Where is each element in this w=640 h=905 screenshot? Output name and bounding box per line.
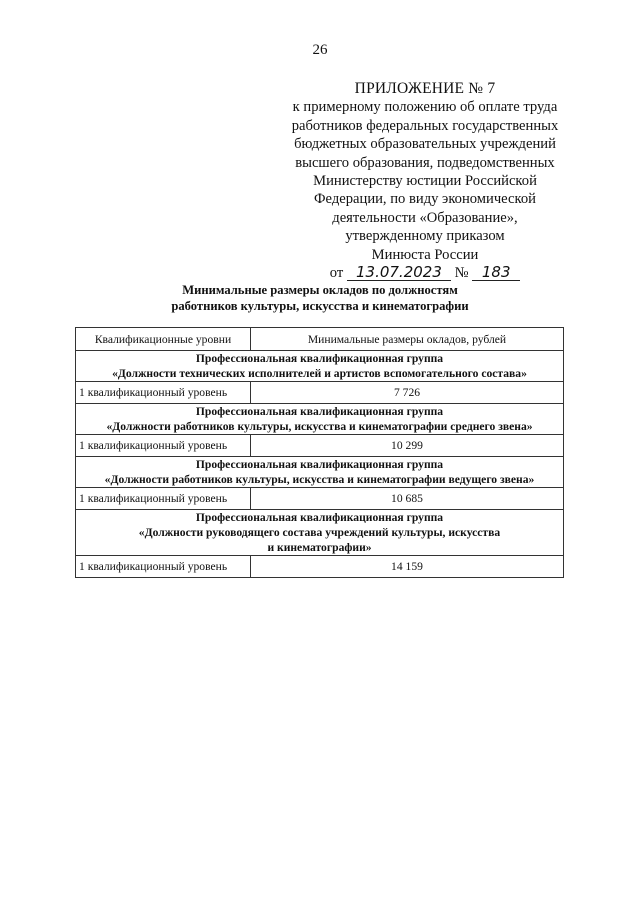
order-date: 13.07.2023 xyxy=(347,264,451,281)
salary-cell: 14 159 xyxy=(251,556,564,578)
table-row xyxy=(76,556,564,578)
group-row xyxy=(76,510,564,556)
group-title-line: «Должности руководящего состава учреждений культуры, искусства xyxy=(138,526,501,539)
number-sign: № xyxy=(454,265,469,282)
table-heading xyxy=(120,282,520,314)
appendix-title: ПРИЛОЖЕНИЕ № 7 xyxy=(354,80,496,97)
group-title xyxy=(76,404,564,435)
level-cell: 1 квалификационный уровень xyxy=(76,382,251,404)
salary-cell: 10 685 xyxy=(251,488,564,510)
heading-line: Минимальные размеры окладов по должностям xyxy=(182,283,458,297)
salary-cell: 7 726 xyxy=(251,382,564,404)
table-row xyxy=(76,435,564,457)
level-cell: 1 квалификационный уровень xyxy=(76,488,251,510)
heading-line: работников культуры, искусства и кинематографии xyxy=(171,299,469,313)
appendix-line: Федерации, по виду экономической xyxy=(314,191,536,208)
group-title-line: Профессиональная квалификационная группа xyxy=(195,405,444,418)
order-line xyxy=(270,264,580,282)
salary-cell: 10 299 xyxy=(251,435,564,457)
group-title-line: Профессиональная квалификационная группа xyxy=(195,511,444,524)
group-title xyxy=(76,510,564,556)
appendix-line: деятельности «Образование», xyxy=(332,209,518,226)
level-cell: 1 квалификационный уровень xyxy=(76,435,251,457)
order-prefix: от xyxy=(329,265,344,282)
table-row xyxy=(76,382,564,404)
group-title-line: Профессиональная квалификационная группа xyxy=(195,458,444,471)
appendix-line: Министерству юстиции Российской xyxy=(313,173,537,190)
group-title-line: Профессиональная квалификационная группа xyxy=(195,352,444,365)
appendix-line: утвержденному приказом xyxy=(345,228,505,245)
group-row xyxy=(76,351,564,382)
group-title-line: «Должности работников культуры, искусства и кинематографии ведущего звена» xyxy=(104,473,535,486)
group-row xyxy=(76,404,564,435)
appendix-line: работников федеральных государственных xyxy=(291,117,559,134)
appendix-line: Минюста России xyxy=(371,246,479,263)
appendix-line: высшего образования, подведомственных xyxy=(295,154,555,171)
appendix-block xyxy=(270,80,580,282)
group-row xyxy=(76,457,564,488)
page-number xyxy=(0,42,640,59)
level-cell: 1 квалификационный уровень xyxy=(76,556,251,578)
column-header-levels: Квалификационные уровни xyxy=(76,328,251,351)
group-title xyxy=(76,351,564,382)
appendix-line: к примерному положению об оплате труда xyxy=(292,99,558,116)
column-header-salary: Минимальные размеры окладов, рублей xyxy=(251,328,564,351)
order-number: 183 xyxy=(472,264,520,281)
group-title-line: «Должности технических исполнителей и артистов вспомогательного состава» xyxy=(112,367,527,380)
group-title-line: «Должности работников культуры, искусства и кинематографии среднего звена» xyxy=(106,420,533,433)
table-header-row xyxy=(76,328,564,351)
appendix-line: бюджетных образовательных учреждений xyxy=(294,136,556,153)
salary-table xyxy=(75,327,564,578)
group-title xyxy=(76,457,564,488)
group-title-line: и кинематографии» xyxy=(267,541,372,554)
table-row xyxy=(76,488,564,510)
page-number-text: 26 xyxy=(312,42,328,58)
